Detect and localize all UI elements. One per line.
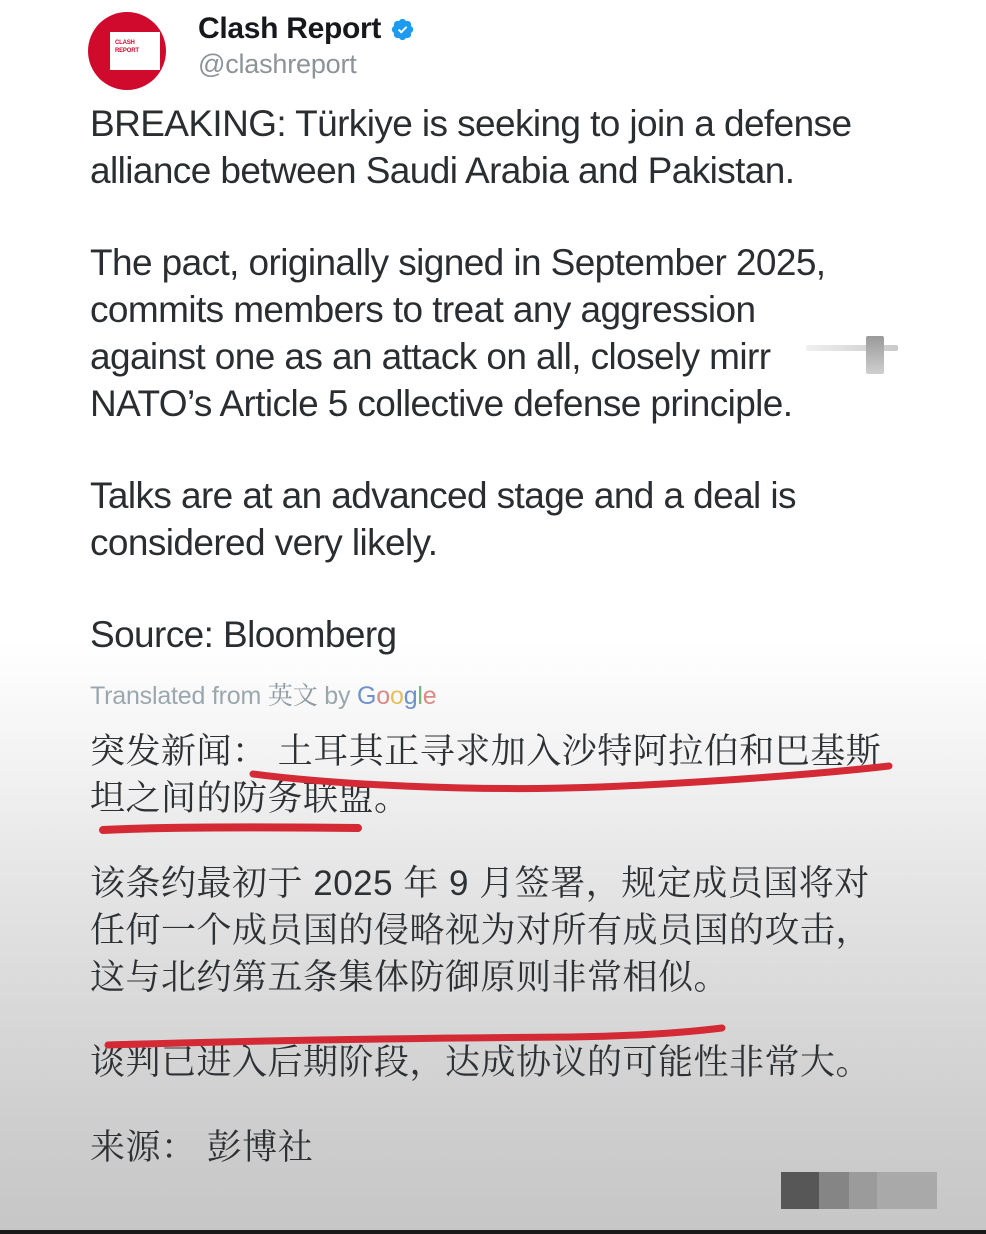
gray-redaction-bar bbox=[806, 345, 898, 351]
post-line: commits members to treat any aggression bbox=[90, 289, 756, 330]
paragraph-spacer bbox=[90, 822, 900, 860]
post-paragraph-breaking bbox=[90, 100, 900, 194]
translated-line: 坦之间的防务联盟。 bbox=[90, 779, 410, 818]
post-header bbox=[88, 8, 968, 94]
avatar-logo-line2: REPORT bbox=[115, 47, 139, 54]
avatar[interactable] bbox=[88, 12, 166, 90]
display-name[interactable]: Clash Report bbox=[198, 12, 382, 45]
post-line: alliance between Saudi Arabia and Pakistan. bbox=[90, 150, 795, 191]
google-logo bbox=[357, 682, 436, 710]
post-paragraph-pact bbox=[90, 239, 900, 427]
google-letter-g2: g bbox=[403, 682, 418, 710]
redaction-segment bbox=[849, 1172, 877, 1209]
paragraph-spacer bbox=[90, 658, 900, 680]
bottom-divider bbox=[0, 1230, 986, 1234]
translated-paragraph-breaking bbox=[90, 728, 900, 822]
redaction-segment bbox=[781, 1172, 819, 1209]
redaction-segment bbox=[877, 1172, 937, 1209]
translated-line: 来源： 彭博社 bbox=[90, 1128, 314, 1167]
google-letter-o1: o bbox=[376, 682, 390, 710]
gray-redaction-tab bbox=[866, 336, 884, 374]
account-name-block bbox=[198, 12, 415, 80]
verified-check-icon bbox=[390, 17, 415, 42]
redaction-segment bbox=[819, 1172, 849, 1209]
google-letter-o2: o bbox=[389, 682, 404, 710]
post-line: Talks are at an advanced stage and a deal is bbox=[90, 475, 796, 516]
post-line: BREAKING: Türkiye is seeking to join a defense bbox=[90, 103, 852, 144]
translated-from-notice[interactable] bbox=[90, 680, 900, 712]
avatar-logo-text bbox=[115, 36, 155, 58]
paragraph-spacer bbox=[90, 427, 900, 472]
google-letter-g1: G bbox=[357, 682, 377, 710]
google-letter-l: l bbox=[417, 682, 423, 710]
translated-by-label: by bbox=[324, 682, 351, 710]
post-paragraph-talks bbox=[90, 472, 900, 566]
google-letter-e: e bbox=[422, 682, 437, 710]
post-line-redacted: against one as an attack on all, closely mirr bbox=[90, 336, 771, 377]
translated-source-language: 英文 bbox=[267, 682, 318, 710]
post-line: NATO’s Article 5 collective defense principle. bbox=[90, 383, 793, 424]
post-line: considered very likely. bbox=[90, 522, 438, 563]
gray-redaction-block bbox=[781, 1172, 937, 1209]
paragraph-spacer bbox=[90, 1001, 900, 1039]
translated-from-prefix: Translated from bbox=[90, 682, 262, 710]
account-handle[interactable]: @clashreport bbox=[198, 49, 357, 79]
translated-line: 任何一个成员国的侵略视为对所有成员国的攻击， bbox=[90, 911, 872, 950]
translated-line: 突发新闻： 土耳其正寻求加入沙特阿拉伯和巴基斯 bbox=[90, 732, 882, 771]
translated-paragraph-pact bbox=[90, 860, 900, 1001]
avatar-logo-line1: CLASH bbox=[115, 39, 135, 46]
paragraph-spacer bbox=[90, 712, 900, 728]
translated-line: 谈判已进入后期阶段，达成协议的可能性非常大。 bbox=[90, 1043, 872, 1082]
translated-source-line bbox=[90, 1124, 900, 1171]
post-body bbox=[90, 100, 900, 1171]
post-line: Source: Bloomberg bbox=[90, 614, 397, 655]
translated-line: 该条约最初于 2025 年 9 月签署，规定成员国将对 bbox=[90, 864, 870, 903]
post-line: The pact, originally signed in September 2025, bbox=[90, 242, 826, 283]
translated-line: 这与北约第五条集体防御原则非常相似。 bbox=[90, 958, 730, 997]
post-source-line bbox=[90, 611, 900, 658]
translated-paragraph-talks bbox=[90, 1039, 900, 1086]
paragraph-spacer bbox=[90, 566, 900, 611]
paragraph-spacer bbox=[90, 194, 900, 239]
paragraph-spacer bbox=[90, 1086, 900, 1124]
